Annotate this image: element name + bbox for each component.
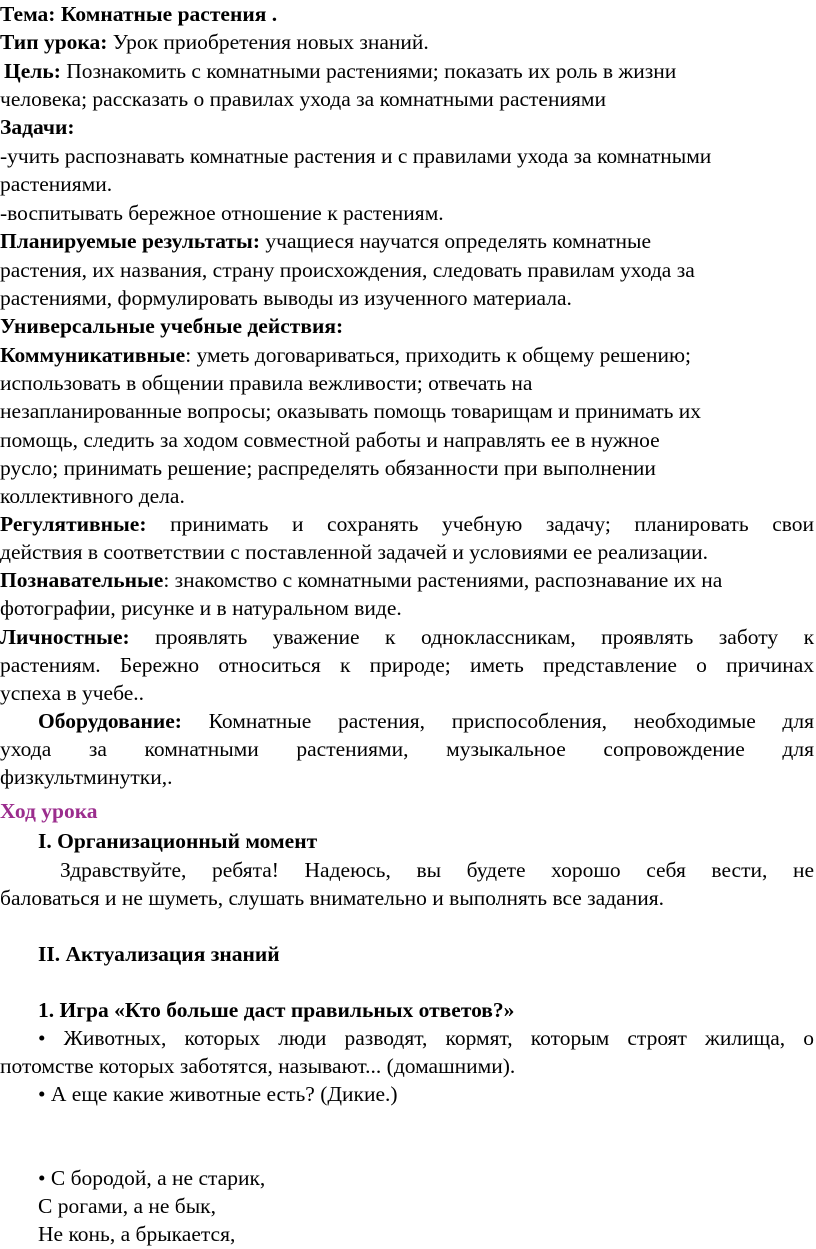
section-1-line-1 — [60, 856, 814, 885]
regulative-line-2 — [0, 538, 708, 567]
lesson-type-value: Урок приобретения новых знаний. — [112, 30, 429, 54]
tasks-heading — [0, 113, 75, 142]
personal-line-3 — [0, 679, 144, 708]
equipment-text-3: физкультминутки,. — [0, 765, 173, 789]
personal-line-2 — [0, 651, 814, 680]
game-question-2 — [38, 1080, 398, 1109]
tasks-line-2 — [0, 170, 112, 199]
cognitive-text-1: : знакомство с комнатными растениями, распознавание их на — [163, 568, 723, 592]
communicative-text-4: помощь, следить за ходом совместной работы и направлять ее в нужное — [0, 428, 660, 452]
equipment-line-3 — [0, 763, 172, 792]
personal-text-2: растениям. Бережно относиться к природе; иметь представление о причинах — [0, 653, 814, 677]
section-1-line-2 — [0, 884, 664, 913]
communicative-line-2 — [0, 369, 532, 398]
results-line-1 — [0, 227, 651, 256]
cognitive-line-2 — [0, 594, 402, 623]
equipment-text-2: ухода за комнатными растениями, музыкальное сопровождение для — [0, 737, 814, 761]
results-text-3: растениями, формулировать выводы из изученного материала. — [0, 286, 572, 310]
riddle-text-1: • С бородой, а не старик, — [38, 1166, 266, 1190]
regulative-line-1 — [0, 510, 814, 539]
cognitive-text-2: фотографии, рисунке и в натуральном виде. — [0, 596, 402, 620]
lesson-flow-heading — [0, 797, 98, 826]
riddle-text-2: С рогами, а не бык, — [38, 1194, 216, 1218]
game-question-2-text: • А еще какие животные есть? (Дикие.) — [38, 1082, 398, 1106]
riddle-line-1 — [38, 1164, 265, 1193]
communicative-line-5 — [0, 454, 656, 483]
results-text-2: растения, их названия, страну происхождения, следовать правилам ухода за — [0, 258, 695, 282]
goal-line-1 — [4, 57, 676, 86]
equipment-text-1: Комнатные растения, приспособления, необходимые для — [208, 709, 814, 733]
goal-label: Цель: — [4, 59, 61, 83]
goal-line-2 — [0, 85, 606, 114]
communicative-text-5: русло; принимать решение; распределять обязанности при выполнении — [0, 456, 656, 480]
personal-text-1: проявлять уважение к одноклассникам, проявлять заботу к — [155, 625, 815, 649]
personal-line-1 — [0, 623, 814, 652]
regulative-text-2: действия в соответствии с поставленной задачей и условиями ее реализации. — [0, 540, 708, 564]
lesson-type-label: Тип урока: — [0, 30, 108, 54]
topic-line — [0, 0, 277, 29]
communicative-text-1: : уметь договариваться, приходить к общему решению; — [185, 343, 692, 367]
results-line-3 — [0, 284, 572, 313]
tasks-line-1 — [0, 142, 711, 171]
section-1-text-1: Здравствуйте, ребята! Надеюсь, вы будете хорошо себя вести, не — [60, 858, 814, 882]
goal-text-1: Познакомить с комнатными растениями; показать их роль в жизни — [66, 59, 677, 83]
riddle-line-2 — [38, 1192, 216, 1221]
topic-label: Тема: — [0, 2, 56, 26]
lesson-type-line — [0, 28, 429, 57]
game-question-1-text-1: • Животных, которых люди разводят, кормят, которым строят жилища, о — [38, 1026, 814, 1050]
communicative-line-6 — [0, 482, 185, 511]
communicative-line-3 — [0, 397, 701, 426]
personal-label: Личностные: — [0, 625, 130, 649]
riddle-line-3 — [38, 1220, 235, 1249]
regulative-text-1: принимать и сохранять учебную задачу; планировать свои — [170, 512, 815, 536]
uud-heading — [0, 312, 343, 341]
communicative-label: Коммуникативные — [0, 343, 186, 367]
goal-text-2: человека; рассказать о правилах ухода за комнатными растениями — [0, 87, 606, 111]
equipment-line-2 — [0, 735, 814, 764]
section-1-text-2: баловаться и не шуметь, слушать внимательно и выполнять все задания. — [0, 886, 664, 910]
lesson-flow-title: Ход урока — [0, 799, 98, 823]
communicative-text-3: незапланированные вопросы; оказывать помощь товарищам и принимать их — [0, 399, 702, 423]
uud-label: Универсальные учебные действия: — [0, 314, 344, 338]
tasks-text-1: -учить распознавать комнатные растения и с правилами ухода за комнатными — [0, 144, 712, 168]
game-heading — [38, 996, 514, 1025]
personal-text-3: успеха в учебе.. — [0, 681, 145, 705]
tasks-line-3 — [0, 199, 444, 228]
cognitive-line-1 — [0, 566, 722, 595]
section-2-title: II. Актуализация знаний — [38, 942, 280, 966]
game-question-1-text-2: потомстве которых заботятся, называют... (домашними). — [0, 1054, 516, 1078]
section-1-title: I. Организационный момент — [38, 829, 318, 853]
game-question-1-line-2 — [0, 1052, 515, 1081]
game-title: 1. Игра «Кто больше даст правильных ответов?» — [38, 998, 515, 1022]
topic-value: Комнатные растения . — [60, 2, 278, 26]
section-2-heading — [38, 940, 280, 969]
game-question-1-line-1 — [38, 1024, 814, 1053]
riddle-text-3: Не конь, а брыкается, — [38, 1222, 236, 1246]
communicative-text-6: коллективного дела. — [0, 484, 185, 508]
communicative-text-2: использовать в общении правила вежливости; отвечать на — [0, 371, 533, 395]
section-1-heading — [38, 827, 317, 856]
results-text-1: учащиеся научатся определять комнатные — [265, 229, 652, 253]
results-line-2 — [0, 256, 695, 285]
communicative-line-4 — [0, 426, 660, 455]
cognitive-label: Познавательные — [0, 568, 164, 592]
regulative-label: Регулятивные: — [0, 512, 147, 536]
tasks-label: Задачи: — [0, 115, 75, 139]
results-label: Планируемые результаты: — [0, 229, 261, 253]
equipment-label: Оборудование: — [38, 709, 182, 733]
equipment-line-1 — [38, 707, 814, 736]
tasks-text-2: растениями. — [0, 172, 113, 196]
tasks-text-3: -воспитывать бережное отношение к растениям. — [0, 201, 444, 225]
communicative-line-1 — [0, 341, 691, 370]
